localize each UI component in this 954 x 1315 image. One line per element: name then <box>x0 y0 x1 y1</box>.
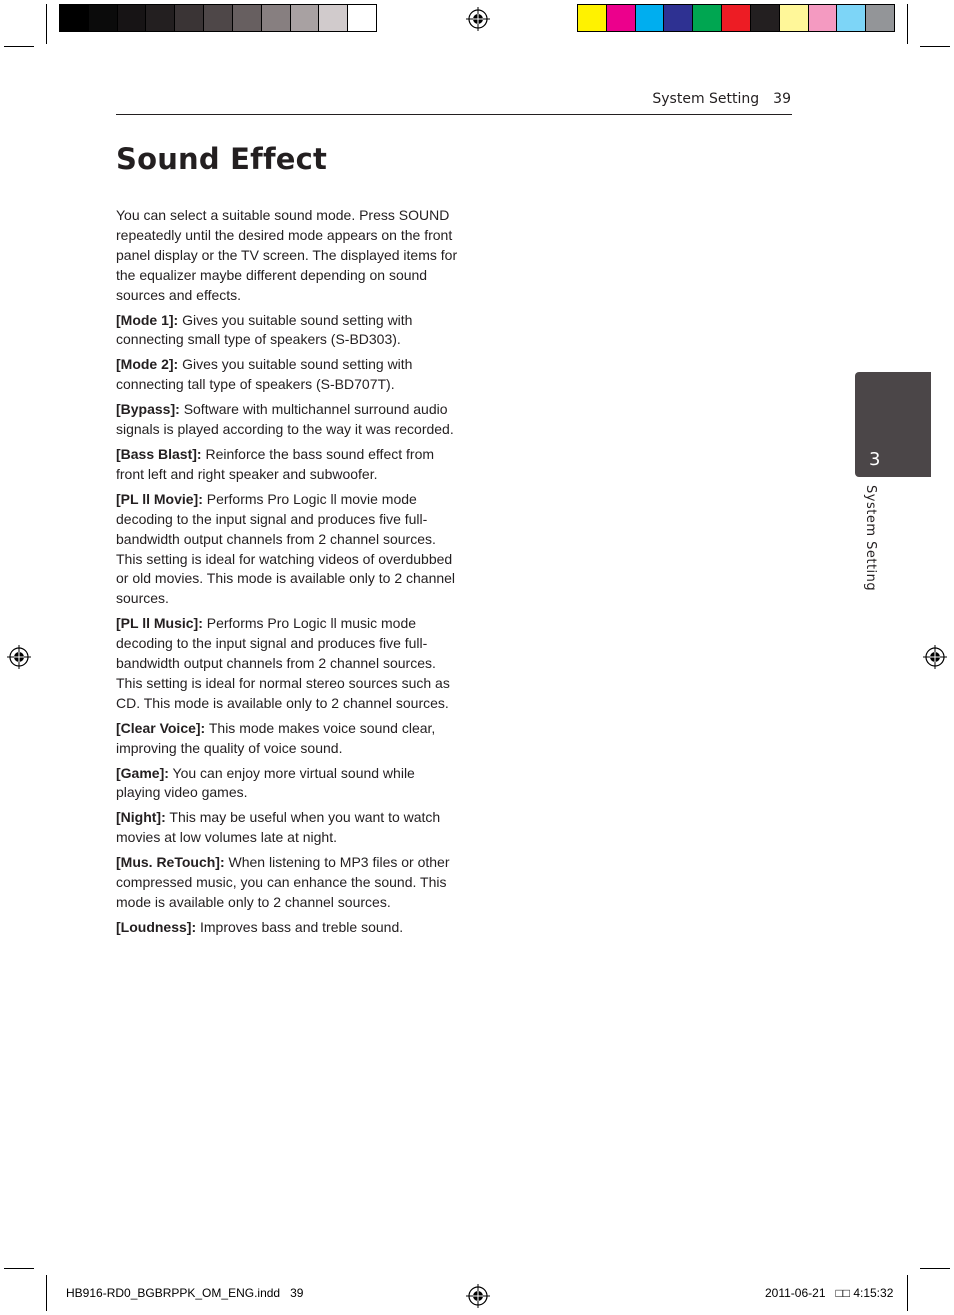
chapter-tab <box>855 372 931 477</box>
intro-paragraph: You can select a suitable sound mode. Press SOUND repeatedly until the desired mode appears on the front panel display or the TV screen. The displayed items for the equalizer maybe different depending on sound sources and effects. <box>116 207 458 303</box>
sound-mode-description: Performs Pro Logic ll movie mode decoding to the input signal and produces five full-bandwidth output channels from 2 channel sources. This setting is ideal for watching videos of overdubbed or old movies. This mode is available only to 2 channel sources. <box>116 490 456 607</box>
sound-mode-item <box>116 719 462 759</box>
sound-mode-name: [Mus. ReTouch]: <box>116 854 225 871</box>
sound-mode-item <box>116 614 462 714</box>
color-swatch <box>751 5 780 31</box>
color-swatch <box>693 5 722 31</box>
sound-mode-description: You can enjoy more virtual sound while playing video games. <box>116 764 415 801</box>
chapter-number: 3 <box>869 449 881 470</box>
color-swatch <box>578 5 607 31</box>
registration-mark-icon <box>7 645 31 669</box>
sound-mode-name: [PL ll Music]: <box>116 615 203 632</box>
sound-mode-name: [Night]: <box>116 809 166 826</box>
color-swatch <box>291 5 320 31</box>
header-rule <box>116 114 792 115</box>
page-title: Sound Effect <box>116 142 328 176</box>
color-swatch <box>664 5 693 31</box>
crop-mark <box>46 1275 47 1311</box>
sound-mode-item <box>116 445 462 485</box>
sound-mode-name: [Mode 2]: <box>116 356 179 373</box>
color-swatch <box>319 5 348 31</box>
grayscale-color-bar <box>59 4 377 32</box>
color-swatch <box>204 5 233 31</box>
crop-mark <box>920 46 950 47</box>
sound-mode-item <box>116 808 462 848</box>
footer-date: 2011-06-21 □□ 4:15:32 <box>765 1286 894 1300</box>
sound-mode-item <box>116 355 462 395</box>
header-section: System Setting <box>652 91 760 107</box>
crop-mark <box>907 1275 908 1311</box>
sound-mode-name: [PL ll Movie]: <box>116 490 203 507</box>
color-swatch <box>118 5 147 31</box>
color-swatch <box>837 5 866 31</box>
color-swatch <box>60 5 89 31</box>
color-swatch <box>89 5 118 31</box>
color-swatch <box>233 5 262 31</box>
sound-mode-item <box>116 918 462 938</box>
crop-mark <box>907 4 908 44</box>
color-swatch <box>262 5 291 31</box>
color-swatch <box>780 5 809 31</box>
registration-mark-icon <box>466 7 490 31</box>
crop-mark <box>4 1268 34 1269</box>
sound-mode-description: Performs Pro Logic ll music mode decoding to the input signal and produces five full-bandwidth output channels from 2 channel sources. This setting is ideal for normal stereo sources such as CD. This mode is available only to 2 channel sources. <box>116 615 450 711</box>
sound-mode-name: [Bass Blast]: <box>116 445 202 462</box>
color-swatch <box>175 5 204 31</box>
sound-mode-name: [Bypass]: <box>116 401 180 418</box>
color-swatch <box>607 5 636 31</box>
sound-mode-name: [Clear Voice]: <box>116 719 206 736</box>
page-number: 39 <box>773 91 791 107</box>
sound-mode-item <box>116 400 462 440</box>
body-text <box>116 206 462 943</box>
sound-mode-description: Reinforce the bass sound effect from front left and right speaker and subwoofer. <box>116 445 435 482</box>
registration-mark-icon <box>923 645 947 669</box>
sound-mode-item <box>116 311 462 351</box>
sound-mode-name: [Loudness]: <box>116 918 197 935</box>
sound-mode-name: [Game]: <box>116 764 169 781</box>
sound-mode-item <box>116 853 462 913</box>
process-color-bar <box>577 4 895 32</box>
sound-mode-name: [Mode 1]: <box>116 311 179 328</box>
sound-mode-description: This may be useful when you want to watch movies at low volumes late at night. <box>116 809 441 846</box>
color-swatch <box>722 5 751 31</box>
color-swatch <box>866 5 894 31</box>
footer-file-name: HB916-RD0_BGBRPPK_OM_ENG.indd 39 <box>66 1286 304 1300</box>
sound-mode-description: This mode makes voice sound clear, improving the quality of voice sound. <box>116 719 436 756</box>
color-swatch <box>348 5 376 31</box>
registration-mark-icon <box>466 1284 490 1308</box>
sound-mode-item <box>116 764 462 804</box>
chapter-label: System Setting <box>863 485 878 592</box>
color-swatch <box>146 5 175 31</box>
crop-mark <box>920 1268 950 1269</box>
sound-mode-description: Improves bass and treble sound. <box>200 918 404 935</box>
sound-mode-item <box>116 490 462 609</box>
crop-mark <box>46 4 47 44</box>
sound-mode-description: Gives you suitable sound setting with connecting small type of speakers (S-BD303). <box>116 311 413 348</box>
sound-mode-description: Software with multichannel surround audio signals is played according to the way it was recorded. <box>116 401 454 438</box>
sound-mode-list <box>116 311 462 938</box>
crop-mark <box>4 46 34 47</box>
color-swatch <box>809 5 838 31</box>
sound-mode-description: Gives you suitable sound setting with connecting tall type of speakers (S-BD707T). <box>116 356 413 393</box>
color-swatch <box>636 5 665 31</box>
sound-mode-description: When listening to MP3 files or other compressed music, you can enhance the sound. This mode is available only to 2 channel sources. <box>116 854 450 910</box>
running-header <box>652 91 791 107</box>
